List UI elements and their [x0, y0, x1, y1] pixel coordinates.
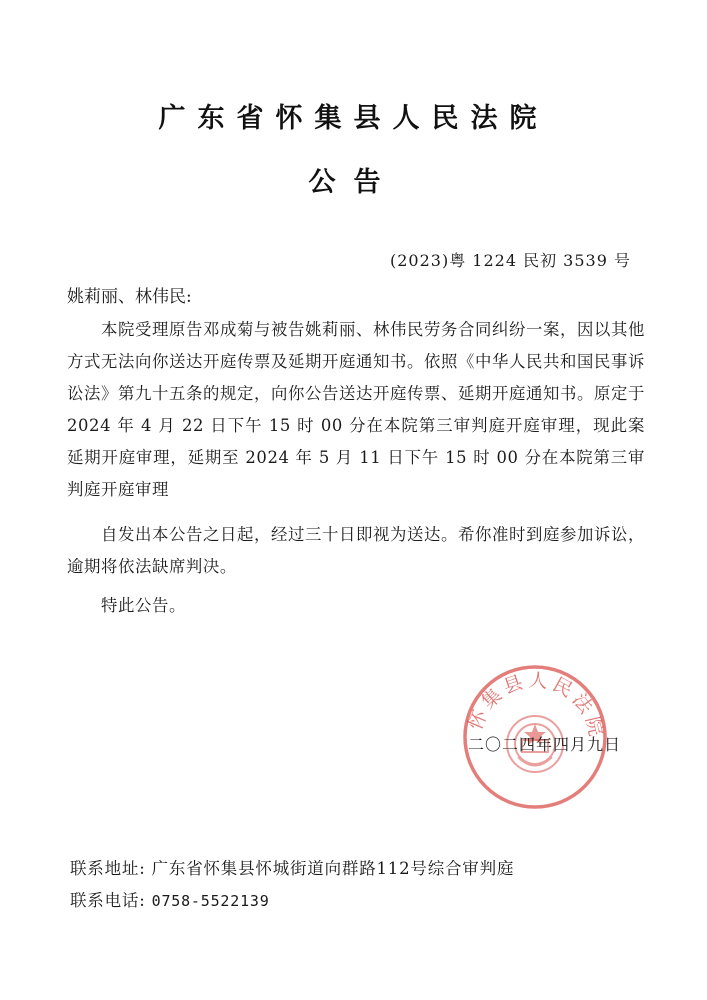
court-name-heading: 广东省怀集县人民法院: [158, 103, 549, 134]
notice-date: 二〇二四年四月九日: [468, 735, 622, 754]
addressee: 姚莉丽、林伟民:: [67, 287, 192, 307]
contact-address: [70, 855, 514, 879]
contact-address-label: 联系地址:: [70, 859, 146, 878]
case-number: (2023)粤 1224 民初 3539 号: [390, 251, 631, 270]
seal-text: 怀集县人民法院: [464, 669, 608, 742]
contact-phone: [70, 887, 270, 911]
notice-paragraph-closing: 特此公告。: [101, 596, 186, 615]
notice-title: 公告: [308, 167, 399, 198]
contact-address-value: 广东省怀集县怀城街道向群路112号综合审判庭: [151, 859, 515, 878]
notice-paragraph-main: 本院受理原告邓成菊与被告姚莉丽、林伟民劳务合同纠纷一案，因以其他方式无法向你送达开庭传票及延期开庭通知书。依照《中华人民共和国民事诉讼法》第九十五条的规定，向你公告送达开庭传票、延期开庭通知书。原定于 2024 年 4 月 22 日下午 15 时 00 分在本院第三审判庭开庭审理，现此案延期开庭审理，延期至 2024 年 5 月 11 日下午 15 时 00 分在本院第三审判庭开庭审理: [67, 320, 645, 499]
notice-paragraph-service: 自发出本公告之日起，经过三十日即视为送达。希你准时到庭参加诉讼，逾期将依法缺席判决。: [67, 525, 645, 576]
contact-phone-label: 联系电话:: [70, 891, 146, 910]
contact-phone-value: 0758-5522139: [151, 892, 270, 910]
